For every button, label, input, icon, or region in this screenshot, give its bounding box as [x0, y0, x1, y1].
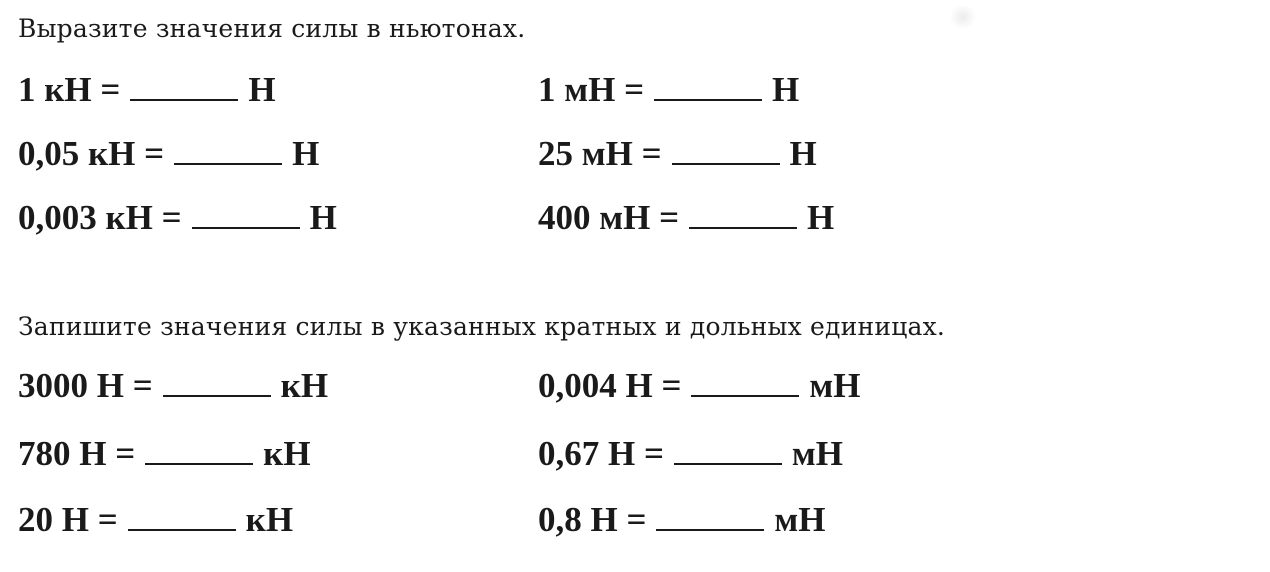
- equation-lhs: 0,67 Н =: [538, 434, 664, 473]
- equation-row3-left: [18, 200, 337, 235]
- answer-blank[interactable]: [174, 139, 282, 165]
- answer-blank[interactable]: [691, 371, 799, 397]
- equation-row6-left: [18, 502, 293, 537]
- equation-row1-left: [18, 72, 276, 107]
- equation-lhs: 400 мН =: [538, 198, 680, 237]
- equation-unit: Н: [248, 70, 276, 109]
- equation-lhs: 0,003 кН =: [18, 198, 182, 237]
- equation-lhs: 25 мН =: [538, 134, 662, 173]
- equation-lhs: 1 мН =: [538, 70, 645, 109]
- equation-lhs: 1 кН =: [18, 70, 121, 109]
- equation-row3-right: [538, 200, 834, 235]
- equation-row5-left: [18, 436, 311, 471]
- section1-instruction: Выразите значения силы в ньютонах.: [18, 14, 526, 43]
- answer-blank[interactable]: [656, 505, 764, 531]
- section2-instruction: Запишите значения силы в указанных кратных и дольных единицах.: [18, 312, 946, 341]
- equation-lhs: 0,8 Н =: [538, 500, 647, 539]
- equation-row4-left: [18, 368, 328, 403]
- equation-row4-right: [538, 368, 861, 403]
- equation-row6-right: [538, 502, 826, 537]
- equation-row5-right: [538, 436, 843, 471]
- equation-unit: Н: [292, 134, 320, 173]
- equation-lhs: 780 Н =: [18, 434, 136, 473]
- equation-unit: Н: [772, 70, 800, 109]
- equation-lhs: 0,05 кН =: [18, 134, 165, 173]
- equation-lhs: 0,004 Н =: [538, 366, 682, 405]
- answer-blank[interactable]: [163, 371, 271, 397]
- equation-unit: Н: [789, 134, 817, 173]
- answer-blank[interactable]: [145, 439, 253, 465]
- equation-row2-left: [18, 136, 319, 171]
- answer-blank[interactable]: [192, 203, 300, 229]
- answer-blank[interactable]: [654, 75, 762, 101]
- answer-blank[interactable]: [672, 139, 780, 165]
- equation-unit: мН: [774, 500, 826, 539]
- paper-smudge: [948, 6, 978, 28]
- equation-unit: кН: [280, 366, 329, 405]
- equation-unit: кН: [245, 500, 294, 539]
- equation-unit: мН: [809, 366, 861, 405]
- equation-lhs: 3000 Н =: [18, 366, 153, 405]
- answer-blank[interactable]: [689, 203, 797, 229]
- equation-unit: Н: [309, 198, 337, 237]
- equation-row2-right: [538, 136, 817, 171]
- equation-lhs: 20 Н =: [18, 500, 118, 539]
- equation-unit: Н: [807, 198, 835, 237]
- answer-blank[interactable]: [674, 439, 782, 465]
- equation-row1-right: [538, 72, 799, 107]
- equation-unit: кН: [263, 434, 311, 473]
- equation-unit: мН: [791, 434, 843, 473]
- answer-blank[interactable]: [130, 75, 238, 101]
- answer-blank[interactable]: [128, 505, 236, 531]
